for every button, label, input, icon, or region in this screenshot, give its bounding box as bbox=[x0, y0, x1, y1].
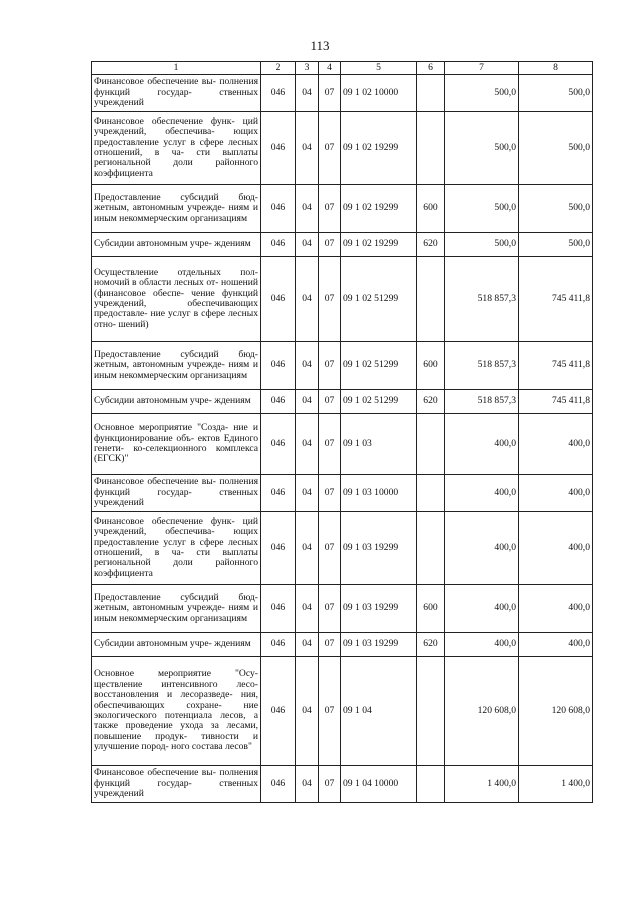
row-ministry-code: 046 bbox=[261, 342, 296, 390]
table-row bbox=[92, 390, 593, 414]
row-amount-col7: 500,0 bbox=[445, 75, 519, 112]
row-target-article: 09 1 03 19299 bbox=[341, 585, 417, 633]
row-subsection-code: 07 bbox=[319, 390, 341, 414]
row-section-code: 04 bbox=[296, 257, 319, 342]
row-subsection-code: 07 bbox=[319, 185, 341, 233]
row-expense-type bbox=[417, 75, 445, 112]
header-cell: 8 bbox=[519, 62, 593, 75]
row-amount-col8: 1 400,0 bbox=[519, 766, 593, 803]
row-ministry-code: 046 bbox=[261, 585, 296, 633]
table-row bbox=[92, 75, 593, 112]
row-section-code: 04 bbox=[296, 75, 319, 112]
row-amount-col7: 400,0 bbox=[445, 585, 519, 633]
row-subsection-code: 07 bbox=[319, 257, 341, 342]
row-target-article: 09 1 02 19299 bbox=[341, 185, 417, 233]
row-name: Осуществление отдельных пол- номочий в области лесных от- ношений (финансовое обеспе- чение функций учреждений, обеспечивающих предоставле- ние услуг в сфере лесных отно- шений) bbox=[92, 257, 261, 342]
row-ministry-code: 046 bbox=[261, 475, 296, 512]
row-amount-col7: 400,0 bbox=[445, 475, 519, 512]
row-name: Финансовое обеспечение функ- ций учреждений, обеспечива- ющих предоставление услуг в сфере лесных отношений, в ча- сти выплаты региональной доли районного коэффициента bbox=[92, 112, 261, 185]
row-name: Предоставление субсидий бюд- жетным, автономным учрежде- ниям и иным некоммерческим организациям bbox=[92, 585, 261, 633]
row-target-article: 09 1 04 10000 bbox=[341, 766, 417, 803]
row-amount-col8: 500,0 bbox=[519, 185, 593, 233]
table-row bbox=[92, 475, 593, 512]
row-subsection-code: 07 bbox=[319, 512, 341, 585]
row-amount-col7: 500,0 bbox=[445, 233, 519, 257]
row-expense-type bbox=[417, 475, 445, 512]
row-amount-col8: 500,0 bbox=[519, 233, 593, 257]
row-expense-type bbox=[417, 766, 445, 803]
row-target-article: 09 1 04 bbox=[341, 657, 417, 766]
table-row bbox=[92, 185, 593, 233]
row-subsection-code: 07 bbox=[319, 585, 341, 633]
row-name: Предоставление субсидий бюд- жетным, автономным учрежде- ниям и иным некоммерческим организациям bbox=[92, 342, 261, 390]
row-amount-col8: 400,0 bbox=[519, 633, 593, 657]
row-amount-col8: 400,0 bbox=[519, 414, 593, 475]
row-ministry-code: 046 bbox=[261, 112, 296, 185]
header-cell: 4 bbox=[319, 62, 341, 75]
row-ministry-code: 046 bbox=[261, 414, 296, 475]
row-ministry-code: 046 bbox=[261, 257, 296, 342]
row-section-code: 04 bbox=[296, 633, 319, 657]
table-row bbox=[92, 633, 593, 657]
header-cell: 3 bbox=[296, 62, 319, 75]
row-section-code: 04 bbox=[296, 185, 319, 233]
row-ministry-code: 046 bbox=[261, 766, 296, 803]
table-body bbox=[92, 75, 593, 803]
header-cell: 5 bbox=[341, 62, 417, 75]
row-section-code: 04 bbox=[296, 512, 319, 585]
table-row bbox=[92, 342, 593, 390]
row-expense-type: 600 bbox=[417, 342, 445, 390]
row-name: Предоставление субсидий бюд- жетным, автономным учрежде- ниям и иным некоммерческим организациям bbox=[92, 185, 261, 233]
row-expense-type: 620 bbox=[417, 390, 445, 414]
row-subsection-code: 07 bbox=[319, 75, 341, 112]
row-amount-col8: 120 608,0 bbox=[519, 657, 593, 766]
row-target-article: 09 1 03 19299 bbox=[341, 633, 417, 657]
row-target-article: 09 1 02 19299 bbox=[341, 112, 417, 185]
row-name: Финансовое обеспечение вы- полнения функций государ- ственных учреждений bbox=[92, 475, 261, 512]
row-section-code: 04 bbox=[296, 233, 319, 257]
row-section-code: 04 bbox=[296, 112, 319, 185]
table-row bbox=[92, 585, 593, 633]
row-amount-col7: 120 608,0 bbox=[445, 657, 519, 766]
row-ministry-code: 046 bbox=[261, 390, 296, 414]
row-target-article: 09 1 02 19299 bbox=[341, 233, 417, 257]
row-amount-col8: 745 411,8 bbox=[519, 390, 593, 414]
row-target-article: 09 1 03 bbox=[341, 414, 417, 475]
row-section-code: 04 bbox=[296, 475, 319, 512]
row-expense-type bbox=[417, 657, 445, 766]
row-amount-col8: 500,0 bbox=[519, 75, 593, 112]
row-amount-col7: 518 857,3 bbox=[445, 257, 519, 342]
table-row bbox=[92, 512, 593, 585]
row-subsection-code: 07 bbox=[319, 633, 341, 657]
row-ministry-code: 046 bbox=[261, 185, 296, 233]
budget-table bbox=[91, 61, 593, 803]
row-ministry-code: 046 bbox=[261, 633, 296, 657]
row-name: Основное мероприятие "Осу- ществление интенсивного лесо- восстановления и лесоразведе- ния, обеспечивающих сохране- ние экологического потенциала лесов, а также проведение ухода за лесами, повышение продук- тивности и улучшение пород- ного состава лесов" bbox=[92, 657, 261, 766]
table-row bbox=[92, 414, 593, 475]
row-amount-col7: 400,0 bbox=[445, 414, 519, 475]
row-amount-col8: 400,0 bbox=[519, 475, 593, 512]
row-subsection-code: 07 bbox=[319, 766, 341, 803]
row-amount-col7: 500,0 bbox=[445, 112, 519, 185]
row-amount-col7: 1 400,0 bbox=[445, 766, 519, 803]
header-cell: 6 bbox=[417, 62, 445, 75]
table-row bbox=[92, 657, 593, 766]
table-row bbox=[92, 112, 593, 185]
row-amount-col8: 745 411,8 bbox=[519, 257, 593, 342]
row-name: Субсидии автономным учре- ждениям bbox=[92, 633, 261, 657]
row-ministry-code: 046 bbox=[261, 233, 296, 257]
row-name: Субсидии автономным учре- ждениям bbox=[92, 390, 261, 414]
row-target-article: 09 1 02 51299 bbox=[341, 390, 417, 414]
row-amount-col7: 500,0 bbox=[445, 185, 519, 233]
row-target-article: 09 1 02 51299 bbox=[341, 257, 417, 342]
row-target-article: 09 1 03 19299 bbox=[341, 512, 417, 585]
row-amount-col7: 518 857,3 bbox=[445, 342, 519, 390]
table-row bbox=[92, 766, 593, 803]
row-expense-type bbox=[417, 414, 445, 475]
row-subsection-code: 07 bbox=[319, 475, 341, 512]
row-subsection-code: 07 bbox=[319, 233, 341, 257]
row-expense-type bbox=[417, 257, 445, 342]
table-row bbox=[92, 257, 593, 342]
row-amount-col7: 400,0 bbox=[445, 512, 519, 585]
row-subsection-code: 07 bbox=[319, 657, 341, 766]
row-section-code: 04 bbox=[296, 766, 319, 803]
row-amount-col7: 400,0 bbox=[445, 633, 519, 657]
row-subsection-code: 07 bbox=[319, 112, 341, 185]
row-ministry-code: 046 bbox=[261, 657, 296, 766]
header-cell: 7 bbox=[445, 62, 519, 75]
row-amount-col8: 400,0 bbox=[519, 585, 593, 633]
row-ministry-code: 046 bbox=[261, 512, 296, 585]
table-row bbox=[92, 233, 593, 257]
row-amount-col8: 745 411,8 bbox=[519, 342, 593, 390]
row-subsection-code: 07 bbox=[319, 342, 341, 390]
row-expense-type bbox=[417, 512, 445, 585]
row-section-code: 04 bbox=[296, 585, 319, 633]
page-number: 113 bbox=[310, 38, 330, 53]
row-amount-col8: 400,0 bbox=[519, 512, 593, 585]
header-cell: 2 bbox=[261, 62, 296, 75]
header-cell: 1 bbox=[92, 62, 261, 75]
row-expense-type bbox=[417, 112, 445, 185]
row-expense-type: 600 bbox=[417, 185, 445, 233]
row-expense-type: 620 bbox=[417, 633, 445, 657]
row-section-code: 04 bbox=[296, 657, 319, 766]
row-name: Финансовое обеспечение вы- полнения функций государ- ственных учреждений bbox=[92, 766, 261, 803]
row-subsection-code: 07 bbox=[319, 414, 341, 475]
row-ministry-code: 046 bbox=[261, 75, 296, 112]
row-amount-col8: 500,0 bbox=[519, 112, 593, 185]
row-amount-col7: 518 857,3 bbox=[445, 390, 519, 414]
row-section-code: 04 bbox=[296, 414, 319, 475]
row-name: Финансовое обеспечение функ- ций учреждений, обеспечива- ющих предоставление услуг в сфере лесных отношений, в ча- сти выплаты региональной доли районного коэффициента bbox=[92, 512, 261, 585]
row-name: Субсидии автономным учре- ждениям bbox=[92, 233, 261, 257]
row-expense-type: 620 bbox=[417, 233, 445, 257]
row-section-code: 04 bbox=[296, 390, 319, 414]
row-section-code: 04 bbox=[296, 342, 319, 390]
row-name: Финансовое обеспечение вы- полнения функций государ- ственных учреждений bbox=[92, 75, 261, 112]
row-target-article: 09 1 03 10000 bbox=[341, 475, 417, 512]
row-name: Основное мероприятие "Созда- ние и функционирование объ- ектов Единого генети- ко-селекционного комплекса (ЕГСК)" bbox=[92, 414, 261, 475]
row-expense-type: 600 bbox=[417, 585, 445, 633]
row-target-article: 09 1 02 51299 bbox=[341, 342, 417, 390]
row-target-article: 09 1 02 10000 bbox=[341, 75, 417, 112]
table-header-row bbox=[92, 62, 593, 75]
